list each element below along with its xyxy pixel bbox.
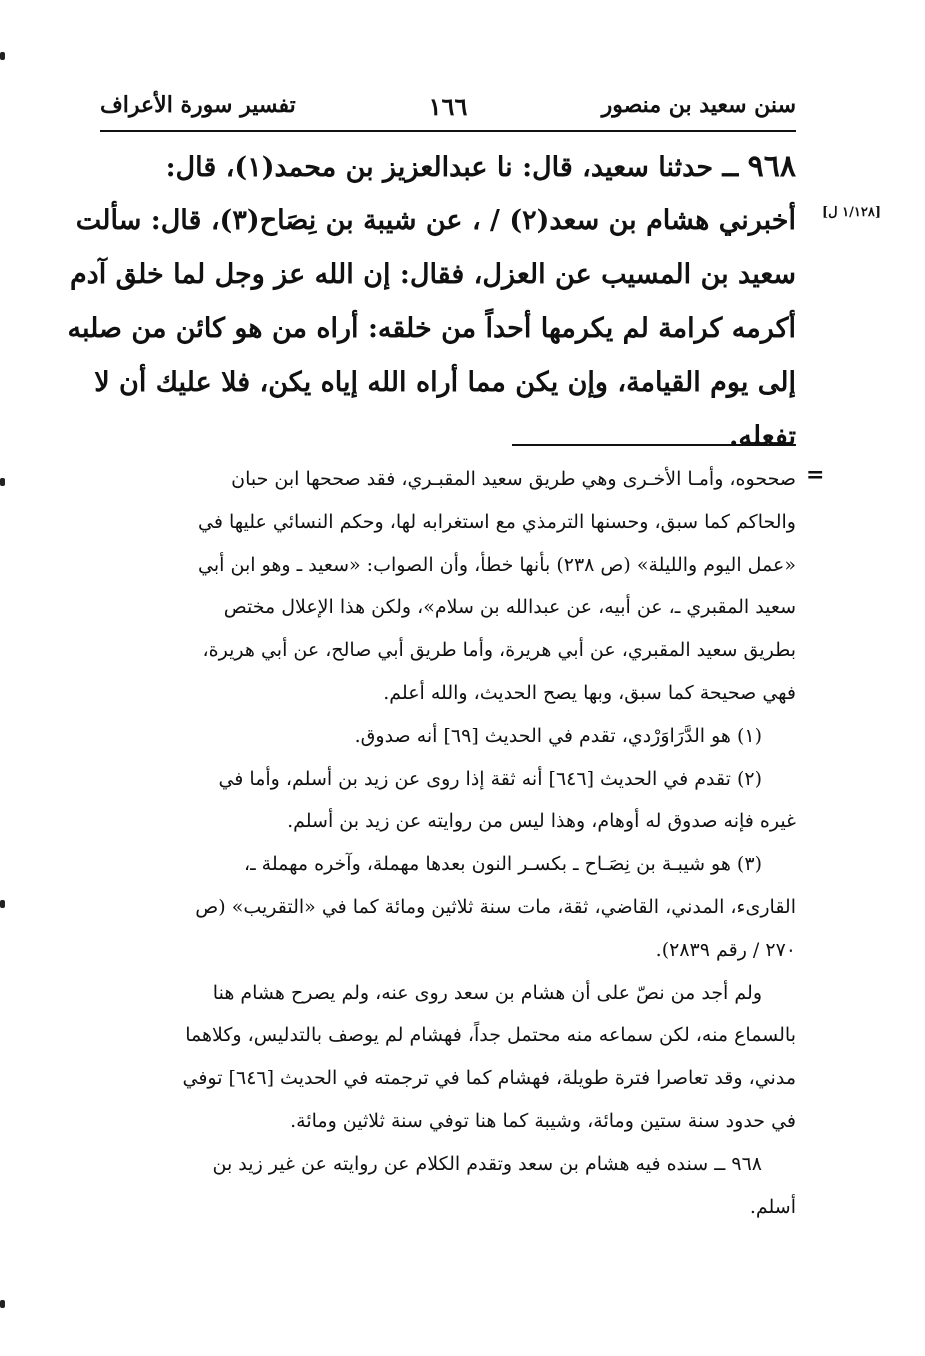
footnote-line: القارىء، المدني، القاضي، ثقة، مات سنة ثلاثين ومائة كما في «التقريب» (ص — [195, 895, 796, 918]
continuation-mark: = — [806, 462, 825, 488]
hadith-line: سعيد بن المسيب عن العزل، فقال: إن الله عز وجل لما خلق آدم — [69, 259, 796, 290]
scan-edge-mark — [0, 478, 5, 486]
commentary-line: بالسماع منه، لكن سماعه منه محتمل جداً، فهشام لم يوصف بالتدليس، وكلاهما — [185, 1024, 796, 1047]
footnote-2: (٢) تقدم في الحديث [٦٤٦] أنه ثقة إذا روى عن زيد بن أسلم، وأما في — [218, 767, 762, 790]
book-title: سنن سعيد بن منصور — [601, 92, 796, 118]
footnote-line: غيره فإنه صدوق له أوهام، وهذا ليس من روايته عن زيد بن أسلم. — [287, 810, 796, 833]
hadith-line: أكرمه كرامة لم يكرمها أحداً من خلقه: أراه من هو كائن من صلبه — [67, 313, 796, 344]
footnote-line: صححوه، وأمـا الأخـرى وهي طريق سعيد المقبـري، فقد صححها ابن حبان — [231, 468, 796, 490]
page-number: ١٦٦ — [428, 92, 468, 121]
commentary-paragraph: ولم أجد من نصّ على أن هشام بن سعد روى عنه، ولم يصرح هشام هنا — [212, 981, 762, 1004]
footnote-line: والحاكم كما سبق، وحسنها الترمذي مع استغرابه لها، وحكم النسائي عليها في — [198, 510, 796, 533]
isnad-note: ٩٦٨ ــ سنده فيه هشام بن سعد وتقدم الكلام عن روايته عن غير زيد بن — [212, 1152, 762, 1175]
commentary-line: مدني، وقد تعاصرا فترة طويلة، فهشام كما في ترجمته في الحديث [٦٤٦] توفي — [182, 1067, 796, 1090]
scan-edge-mark — [0, 1300, 5, 1308]
footnote-line: ٢٧٠ / رقم ٢٨٣٩). — [655, 938, 796, 961]
hadith-line: إلى يوم القيامة، وإن يكن مما أراه الله إياه يكن، فلا عليك أن لا — [94, 367, 796, 398]
scan-edge-mark — [0, 900, 5, 908]
footnote-line: بطريق سعيد المقبري، عن أبي هريرة، وأما طريق أبي صالح، عن أبي هريرة، — [202, 639, 796, 662]
chapter-title: تفسير سورة الأعراف — [100, 92, 296, 118]
footnote-line: فهي صحيحة كما سبق، وبها يصح الحديث، والله أعلم. — [383, 681, 796, 704]
hadith-line — [100, 140, 796, 194]
hadith-line-text: ــ حدثنا سعيد، قال: نا عبدالعزيز بن محمد(١)، قال: — [165, 152, 739, 183]
hadith-number: ٩٦٨ — [747, 149, 796, 184]
footnote-line: «عمل اليوم والليلة» (ص ٢٣٨) بأنها خطأ، وأن الصواب: «سعيد ـ وهو ابن أبي — [198, 553, 796, 576]
header-rule — [100, 130, 796, 132]
footnote-line: سعيد المقبري ـ، عن أبيه، عن عبدالله بن سلام»، ولكن هذا الإعلال مختص — [223, 596, 796, 619]
footnote-1: (١) هو الدَّرَاوَرْدي، تقدم في الحديث [٦٩] أنه صدوق. — [354, 724, 762, 747]
isnad-note-line: أسلم. — [749, 1195, 796, 1218]
running-header — [100, 88, 796, 128]
manuscript-folio-reference: [١/١٢٨ ل] — [822, 205, 881, 220]
hadith-line: تفعله. — [728, 421, 796, 452]
hadith-text — [67, 140, 796, 464]
scan-edge-mark — [0, 52, 5, 60]
commentary-line: في حدود سنة ستين ومائة، وشيبة كما هنا توفي سنة ثلاثين ومائة. — [290, 1109, 796, 1132]
hadith-line: أخبرني هشام بن سعد(٢) / ، عن شيبة بن نِصَاح(٣)، قال: سألت — [75, 205, 796, 236]
footnote-separator — [512, 444, 796, 446]
footnotes — [100, 458, 796, 1228]
footnote-3: (٣) هو شيبـة بن نِصَـاح ـ بكسـر النون بعدها مهملة، وآخره مهملة ـ، — [243, 853, 762, 876]
